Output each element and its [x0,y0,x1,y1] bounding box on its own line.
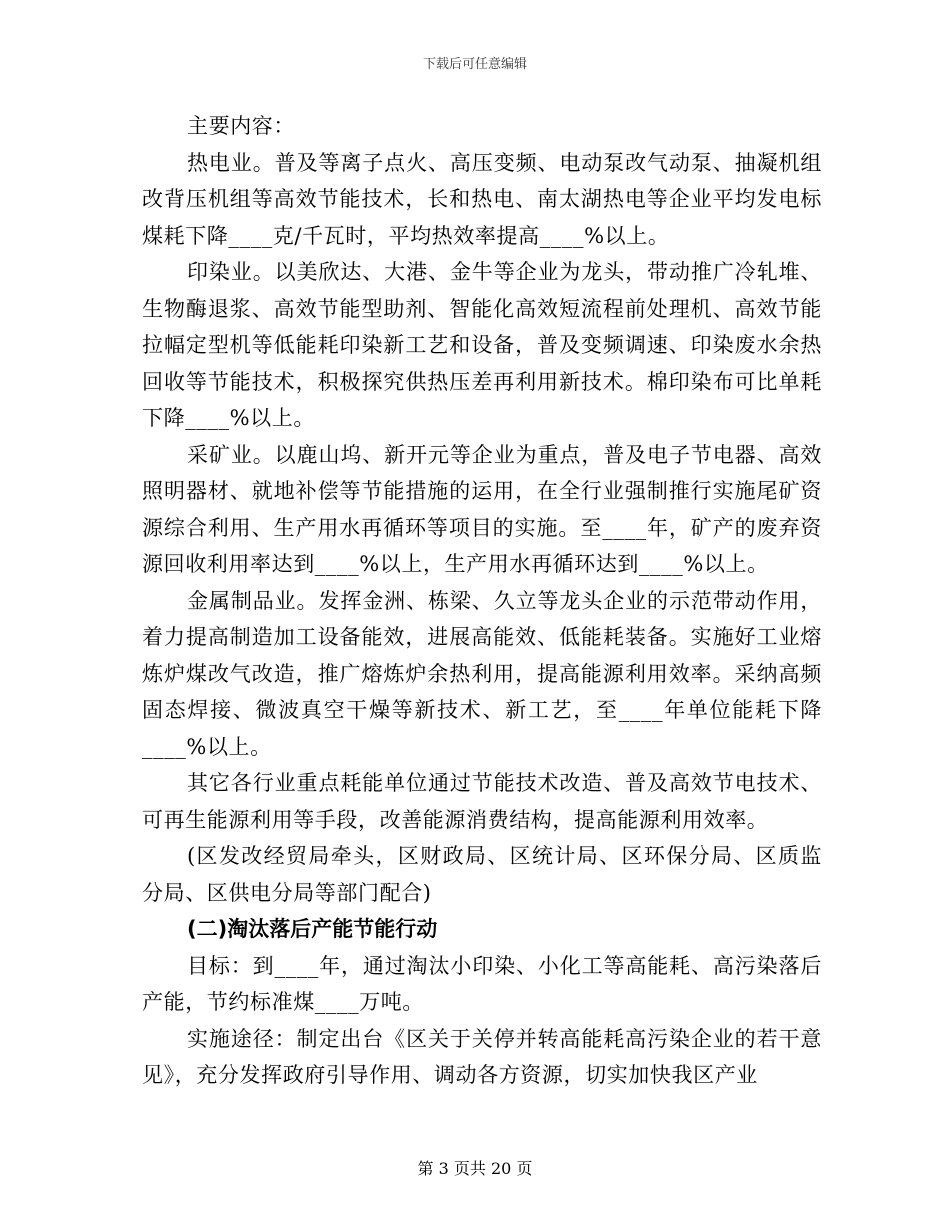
paragraph-main-content: 主要内容： [187,114,295,138]
paragraph-other-industries: 其它各行业重点耗能单位通过节能技术改造、普及高效节电技术、可再生能源利用等手段，改善能源消费结构，提高能源利用效率。 [142,771,822,832]
paragraph-implementation: 实施途径：制定出台《区关于关停并转高能耗高污染企业的若干意见》，充分发挥政府引导作用、调动各方资源，切实加快我区产业 [142,1026,822,1087]
paragraph-thermal-power: 热电业。普及等离子点火、高压变频、电动泵改气动泵、抽凝机组改背压机组等高效节能技术，长和热电、南太湖热电等企业平均发电标煤耗下降____克/千瓦时，平均热效率提高____%以上。 [142,150,822,248]
paragraph-mining: 采矿业。以鹿山坞、新开元等企业为重点，普及电子节电器、高效照明器材、就地补偿等节能措施的运用，在全行业强制推行实施尾矿资源综合利用、生产用水再循环等项目的实施。至____年，矿产的废弃资源回收利用率达到____%以上，生产用水再循环达到____%以上。 [142,442,822,576]
page-footer: 第 3 页共 20 页 [417,1159,533,1178]
paragraph-responsible-departments: (区发改经贸局牵头，区财政局、区统计局、区环保分局、区质监分局、区供电分局等部门配合) [142,844,822,905]
section-heading: (二)淘汰落后产能节能行动 [187,917,438,941]
paragraph-dyeing: 印染业。以美欣达、大港、金牛等企业为龙头，带动推广冷轧堆、生物酶退浆、高效节能型助剂、智能化高效短流程前处理机、高效节能拉幅定型机等低能耗印染新工艺和设备，普及变频调速、印染废水余热回收等节能技术，积极探究供热压差再利用新技术。棉印染布可比单耗下降____%以上。 [142,260,822,430]
paragraph-metal-products: 金属制品业。发挥金洲、栋梁、久立等龙头企业的示范带动作用，着力提高制造加工设备能效，进展高能效、低能耗装备。实施好工业熔炼炉煤改气改造，推广熔炼炉余热利用，提高能源利用效率。采纳高频固态焊接、微波真空干燥等新技术、新工艺，至____年单位能耗下降____%以上。 [142,588,822,759]
page-header: 下载后可任意编辑 [422,57,527,72]
paragraph-target: 目标：到____年，通过淘汰小印染、小化工等高能耗、高污染落后产能，节约标准煤____万吨。 [142,953,822,1014]
document-body [142,108,822,1094]
